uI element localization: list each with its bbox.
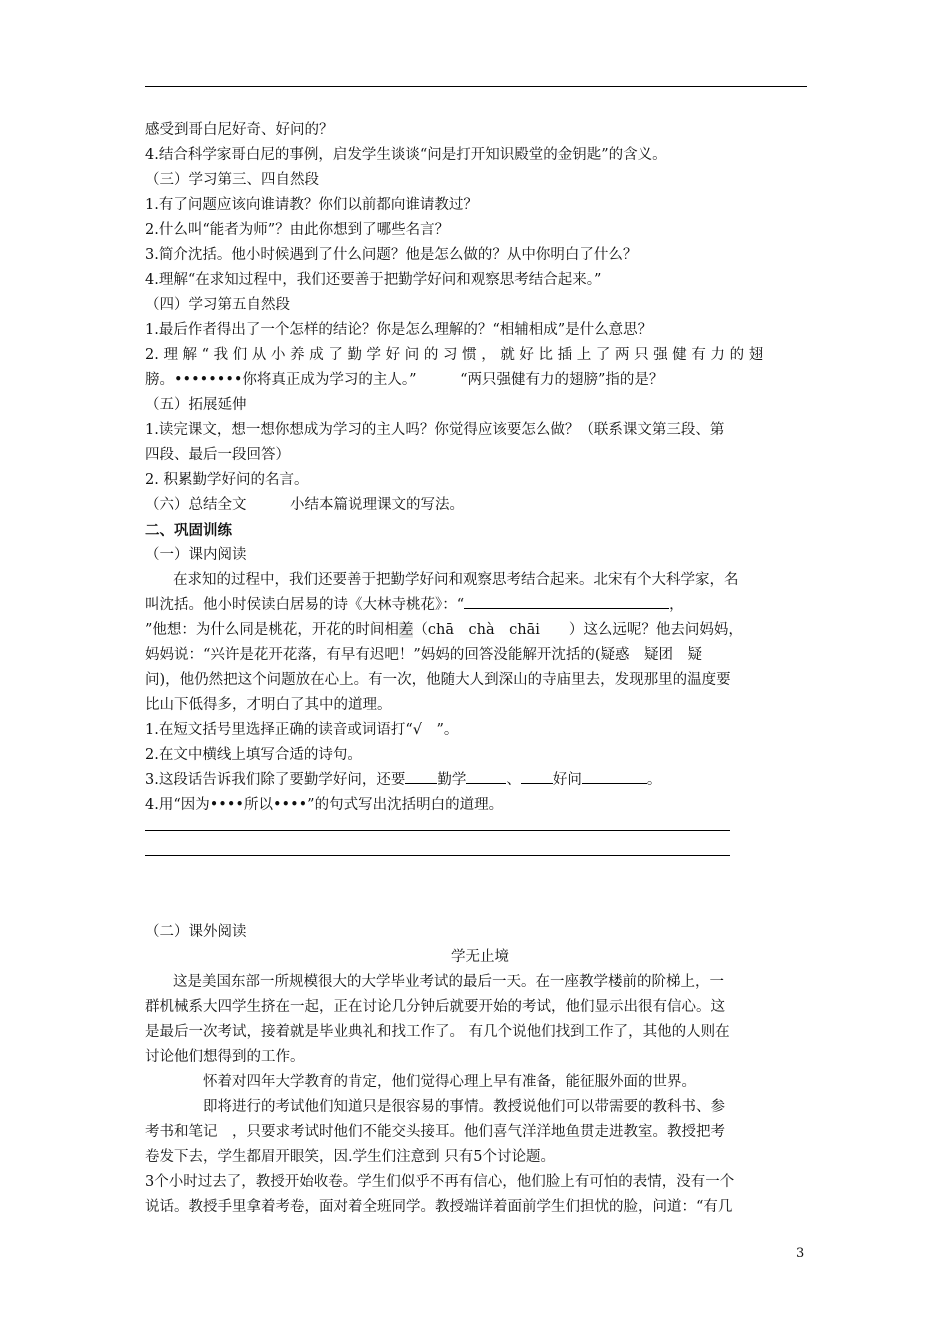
story-line: 群机械系大四学生挤在一起，正在讨论几分钟后就要开始的考试，他们显示出很有信心。这 <box>145 999 725 1015</box>
spacer <box>145 868 815 920</box>
reading-line <box>145 593 815 618</box>
story-line: 讨论他们想得到的工作。 <box>145 1049 305 1065</box>
text-line: （六）总结全文 小结本篇说理课文的写法。 <box>145 497 464 513</box>
story-line: 怀着对四年大学教育的肯定，他们觉得心理上早有准备，能征服外面的世界。 <box>203 1074 696 1090</box>
poem-blank[interactable] <box>464 594 669 609</box>
subsection-title: （二）课外阅读 <box>145 924 247 940</box>
question-2: 2.在文中横线上填写合适的诗句。 <box>145 747 362 763</box>
question-1: 1.在短文括号里选择正确的读音或词语打“√ ”。 <box>145 722 459 738</box>
highlighted-char: 差 <box>398 622 414 638</box>
text-line: 四段、最后一段回答） <box>145 447 290 463</box>
text-line: 1.读完课文，想一想你想成为学习的主人吗？你觉得应该要怎么做？（联系课文第三段、第 <box>145 422 725 438</box>
text-line: （五）拓展延伸 <box>145 397 247 413</box>
question-3 <box>145 768 815 793</box>
reading-line: 在求知的过程中，我们还要善于把勤学好问和观察思考结合起来。北宋有个大科学家，名 <box>173 572 739 588</box>
page-number: 3 <box>796 1246 805 1261</box>
reading-line: 比山下低得多，才明白了其中的道理。 <box>145 697 392 713</box>
text-line: 1.最后作者得出了一个怎样的结论？你是怎么理解的？“相辅相成”是什么意思？ <box>145 322 653 338</box>
question-text: 3.这段话告诉我们除了要勤学好问，还要 <box>145 772 406 788</box>
answer-blank[interactable] <box>582 769 647 784</box>
header-rule <box>145 86 807 87</box>
page-content <box>145 118 815 1220</box>
story-line: 即将进行的考试他们知道只是很容易的事情。教授说他们可以带需要的教科书、参 <box>203 1099 725 1115</box>
reading-line <box>145 618 815 643</box>
reading-text: ”他想：为什么同是桃花，开花的时间相 <box>145 622 399 638</box>
question-text: 勤学 <box>437 772 467 788</box>
answer-line[interactable] <box>145 818 730 831</box>
story-line: 考书和笔记 ，只要求考试时他们不能交头接耳。他们喜气洋洋地鱼贯走进教室。教授把考 <box>145 1124 725 1140</box>
answer-blank[interactable] <box>405 769 437 784</box>
text-line: 2.什么叫“能者为师”？由此你想到了哪些名言？ <box>145 222 450 238</box>
text-line: （三）学习第三、四自然段 <box>145 172 319 188</box>
question-text: 。 <box>646 772 662 788</box>
text-line: 2. 理 解 “ 我 们 从 小 养 成 了 勤 学 好 问 的 习 惯 ， 就 好 比 插 上 了 两 只 强 健 有 力 的 翅 <box>145 347 764 363</box>
text-line: 4.结合科学家哥白尼的事例，启发学生谈谈“问是打开知识殿堂的金钥匙”的含义。 <box>145 147 667 163</box>
story-line: 3个小时过去了，教授开始收卷。学生们似乎不再有信心，他们脸上有可怕的表情，没有一个 <box>145 1174 735 1190</box>
reading-text: ， <box>669 597 684 613</box>
question-4: 4.用“因为••••所以••••”的句式写出沈括明白的道理。 <box>145 797 504 813</box>
reading-line: 问)，他仍然把这个问题放在心上。有一次，他随大人到深山的寺庙里去，发现那里的温度要 <box>145 672 731 688</box>
question-text: 、 <box>506 772 521 788</box>
reading-line: 妈妈说：“兴许是花开花落，有早有迟吧！”妈妈的回答没能解开沈括的(疑惑 疑团 疑 <box>145 647 702 663</box>
section-title: 二、巩固训练 <box>145 522 232 539</box>
question-text: 好问 <box>552 772 582 788</box>
story-title: 学无止境 <box>451 949 509 965</box>
text-line: 感受到哥白尼好奇、好问的？ <box>145 122 334 138</box>
answer-blank[interactable] <box>466 769 506 784</box>
reading-text: 这么远呢？他去问妈妈， <box>583 622 743 638</box>
text-line: 膀。••••••••你将真正成为学习的主人。” “两只强健有力的翅膀”指的是？ <box>145 372 664 388</box>
pinyin-options[interactable]: （chā chà chāi ） <box>413 622 584 638</box>
reading-text: 叫沈括。他小时侯读白居易的诗《大林寺桃花》：“ <box>145 597 465 613</box>
story-line: 这是美国东部一所规模很大的大学毕业考试的最后一天。在一座教学楼前的阶梯上，一 <box>173 974 724 990</box>
story-line: 是最后一次考试，接着就是毕业典礼和找工作了。 有几个说他们找到工作了，其他的人则在 <box>145 1024 730 1040</box>
text-line: 3.简介沈括。他小时候遇到了什么问题？他是怎么做的？从中你明白了什么？ <box>145 247 638 263</box>
subsection-title: （一）课内阅读 <box>145 547 247 563</box>
answer-blank[interactable] <box>521 769 553 784</box>
story-line: 说话。教授手里拿着考卷，面对着全班同学。教授端详着面前学生们担忧的脸，问道：“有几 <box>145 1199 733 1215</box>
story-line: 卷发下去，学生都眉开眼笑，因.学生们注意到 只有5个讨论题。 <box>145 1149 555 1165</box>
text-line: 1.有了问题应该向谁请教？你们以前都向谁请教过？ <box>145 197 478 213</box>
text-line: （四）学习第五自然段 <box>145 297 290 313</box>
text-line: 2. 积累勤学好问的名言。 <box>145 472 309 488</box>
text-line: 4.理解“在求知过程中，我们还要善于把勤学好问和观察思考结合起来。” <box>145 272 602 288</box>
answer-line[interactable] <box>145 843 730 856</box>
